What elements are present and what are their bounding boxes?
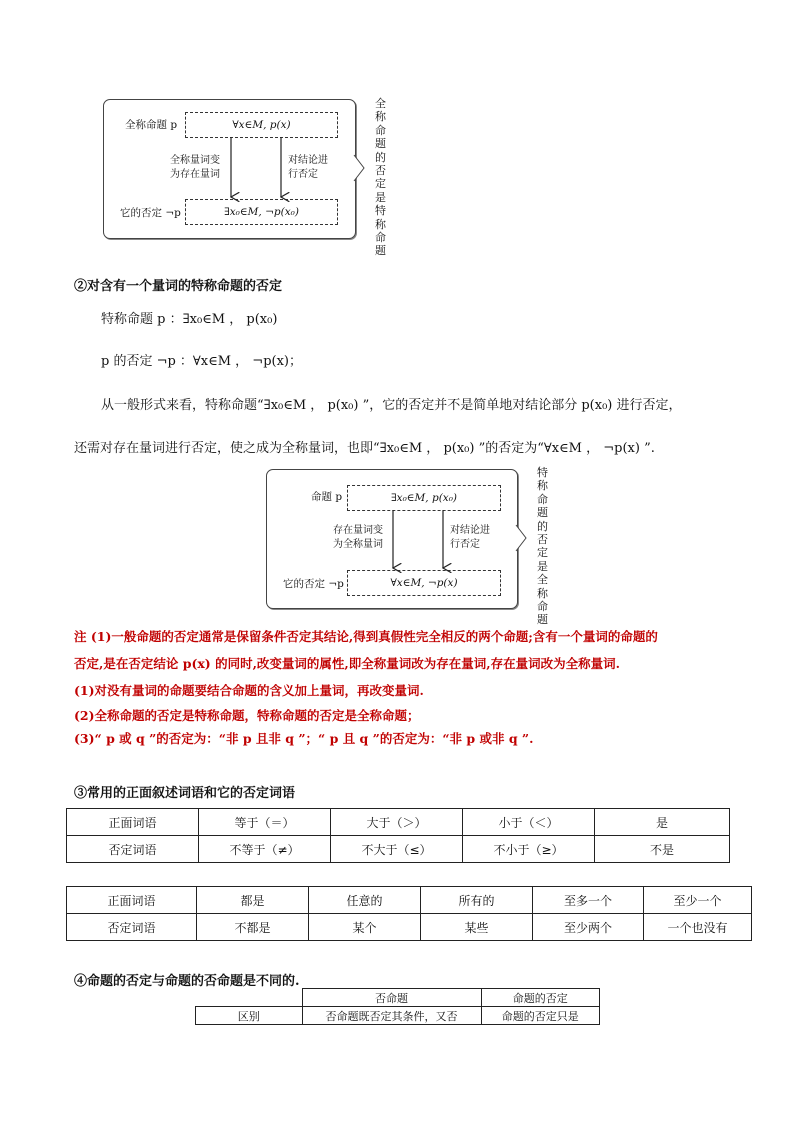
table-cell: 小于（＜） [463,809,595,836]
negation-words-table-1 [66,808,730,863]
table-row [67,809,730,836]
table-cell: 不是 [595,836,730,863]
table-cell: 大于（＞） [331,809,463,836]
comparison-table [195,988,600,1025]
table-cell: 至少一个 [644,887,752,914]
diagram2-row1-label: 命题 p [311,491,343,503]
table-cell: 某些 [421,914,533,941]
table-row [67,887,752,914]
table-cell: 否定词语 [67,836,199,863]
diagram1-row2-box: ∃x₀∈M, ¬p(x₀) [185,199,338,225]
diagram1-row1-label: 全称命题 p [125,119,178,131]
diagram1-right-note: 对结论进 行否定 [288,155,328,180]
section2-line4: 还需对存在量词进行否定，使之成为全称量词，也即“∃x₀∈M ， p(x₀) ”的否定为“∀x∈M ， ¬p(x) ”. [74,441,655,456]
section3-title: ③常用的正面叙述词语和它的否定词语 [74,786,296,801]
diagram1-side-text: 全 称 命 题 的 否 定 是 特 称 命 题 [375,97,386,258]
table-row [67,836,730,863]
diagram1-left-note: 全称量词变 为存在量词 [170,155,220,180]
table-cell: 不等于（≠） [199,836,331,863]
table-cell: 正面词语 [67,809,199,836]
table-cell [196,989,303,1007]
diagram2-side-text: 特 称 命 题 的 否 定 是 全 称 命 题 [537,466,548,627]
diagram2-left-note: 存在量词变 为全称量词 [333,525,383,550]
note-1a: 注 (1)一般命题的否定通常是保留条件否定其结论,得到真假性完全相反的两个命题;含有一个量词的命题的 [74,629,658,644]
table-cell: 所有的 [421,887,533,914]
note-2: (1)对没有量词的命题要结合命题的含义加上量词，再改变量词. [74,683,424,698]
table-cell: 命题的否定 [481,989,600,1007]
table-cell: 正面词语 [67,887,197,914]
section2-line1: 特称命题 p ：∃x₀∈M ， p(x₀) [101,312,278,327]
table-cell: 否命题 [302,989,481,1007]
table-cell: 至少两个 [533,914,644,941]
table-cell: 否命题既否定其条件，又否 [302,1007,481,1025]
table-row [196,1007,600,1025]
table-cell: 一个也没有 [644,914,752,941]
table-cell: 不都是 [197,914,309,941]
table-cell: 某个 [309,914,421,941]
table-cell: 是 [595,809,730,836]
note-4: (3)“ p 或 q ”的否定为：“非 p 且非 q ”；“ p 且 q ”的否定为：“非 p 或非 q ”. [74,731,534,746]
table-cell: 等于（＝） [199,809,331,836]
table-cell: 不小于（≥） [463,836,595,863]
diagram2-right-note: 对结论进 行否定 [450,525,490,550]
table-cell: 区别 [196,1007,303,1025]
table-cell: 命题的否定只是 [481,1007,600,1025]
note-1b: 否定,是在否定结论 p(x) 的同时,改变量词的属性,即全称量词改为存在量词,存在量词改为全称量词. [74,656,620,671]
section4-title: ④命题的否定与命题的否命题是不同的. [74,974,300,989]
table-cell: 至多一个 [533,887,644,914]
section2-title: ②对含有一个量词的特称命题的否定 [74,279,283,294]
diagram2-row2-label: 它的否定 ¬p [283,578,344,590]
table-row [196,989,600,1007]
diagram2-row1-box: ∃x₀∈M, p(x₀) [347,485,501,511]
section2-line3: 从一般形式来看，特称命题“∃x₀∈M ， p(x₀) ”，它的否定并不是简单地对结论部分 p(x₀) 进行否定， [101,398,682,413]
table-cell: 任意的 [309,887,421,914]
table-cell: 否定词语 [67,914,197,941]
diagram1-row1-box: ∀x∈M, p(x) [185,112,338,138]
diagram1-row2-label: 它的否定 ¬p [120,207,181,219]
table-cell: 都是 [197,887,309,914]
diagram2-row2-box: ∀x∈M, ¬p(x) [347,570,501,596]
table-cell: 不大于（≤） [331,836,463,863]
negation-words-table-2 [66,886,752,941]
section2-line2: p 的否定 ¬p ：∀x∈M ， ¬p(x)； [101,354,302,369]
table-row [67,914,752,941]
note-3: (2)全称命题的否定是特称命题，特称命题的否定是全称命题； [74,708,420,723]
